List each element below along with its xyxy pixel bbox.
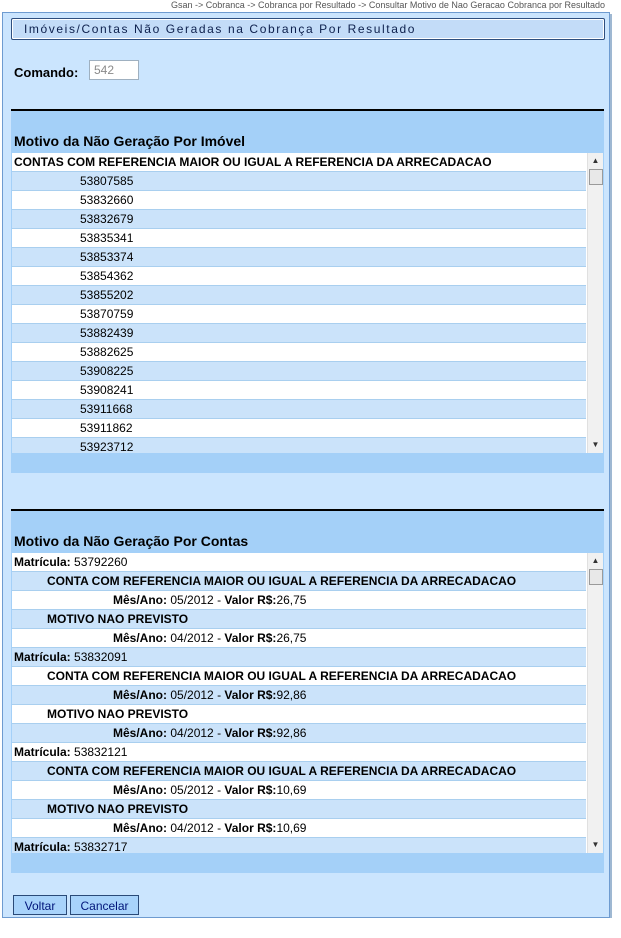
matricula-row (12, 648, 586, 667)
valor-label: Valor R$: (224, 593, 277, 607)
imovel-list-item: 53870759 (12, 305, 586, 324)
imovel-list-item: 53911668 (12, 400, 586, 419)
imovel-list-item: 53882439 (12, 324, 586, 343)
imovel-list[interactable] (12, 153, 603, 453)
scroll-up-icon[interactable]: ▲ (591, 556, 600, 565)
motivo-text: MOTIVO NAO PREVISTO (47, 612, 189, 626)
valor-value: 10,69 (276, 821, 307, 835)
comando-label: Comando: (14, 65, 79, 80)
scroll-down-icon[interactable]: ▼ (591, 840, 600, 849)
imovel-list-item: 53853374 (12, 248, 586, 267)
voltar-button[interactable]: Voltar (13, 895, 67, 915)
matricula-row (12, 838, 586, 853)
conta-row: Mês/Ano: 05/2012 - Valor R$:10,69 (12, 781, 586, 800)
mes-ano-value: 04/2012 (170, 821, 214, 835)
page-title: Imóveis/Contas Não Geradas na Cobrança Por Resultado (24, 22, 417, 36)
valor-label: Valor R$: (224, 821, 277, 835)
mes-ano-value: 05/2012 (170, 783, 214, 797)
motivo-text: CONTA COM REFERENCIA MAIOR OU IGUAL A REFERENCIA DA ARRECADACAO (47, 764, 517, 778)
matricula-row (12, 553, 586, 572)
imovel-list-item: 53911862 (12, 419, 586, 438)
mes-ano-value: 05/2012 (170, 688, 214, 702)
imovel-list-item: 53832660 (12, 191, 586, 210)
scroll-thumb[interactable] (589, 569, 603, 585)
imovel-list-item: 53923712 (12, 438, 586, 453)
imovel-list-item: 53854362 (12, 267, 586, 286)
conta-row: Mês/Ano: 05/2012 - Valor R$:26,75 (12, 591, 586, 610)
breadcrumb: Gsan -> Cobranca -> Cobranca por Resultado -> Consultar Motivo de Nao Geracao Cobranca por Resultado (171, 0, 605, 10)
mes-ano-label: Mês/Ano: (113, 593, 167, 607)
motivo-text: MOTIVO NAO PREVISTO (47, 802, 189, 816)
matricula-value: 53792260 (74, 555, 128, 569)
valor-value: 10,69 (276, 783, 307, 797)
imovel-list-item: 53832679 (12, 210, 586, 229)
mes-ano-label: Mês/Ano: (113, 783, 167, 797)
imovel-list-item: 53908225 (12, 362, 586, 381)
imovel-motivo-header: CONTAS COM REFERENCIA MAIOR OU IGUAL A REFERENCIA DA ARRECADACAO (12, 153, 586, 172)
imovel-scrollbar[interactable] (587, 153, 603, 453)
mes-ano-label: Mês/Ano: (113, 631, 167, 645)
imovel-list-item: 53835341 (12, 229, 586, 248)
matricula-row (12, 743, 586, 762)
motivo-text: MOTIVO NAO PREVISTO (47, 707, 189, 721)
valor-label: Valor R$: (224, 631, 277, 645)
comando-input[interactable] (89, 60, 139, 80)
mes-ano-value: 04/2012 (170, 726, 214, 740)
motivo-row (12, 762, 586, 781)
imovel-list-item: 53807585 (12, 172, 586, 191)
title-bar (11, 18, 605, 40)
matricula-value: 53832121 (74, 745, 128, 759)
valor-label: Valor R$: (224, 726, 277, 740)
conta-row: Mês/Ano: 04/2012 - Valor R$:26,75 (12, 629, 586, 648)
motivo-row (12, 800, 586, 819)
valor-label: Valor R$: (224, 688, 277, 702)
imovel-list-item: 53855202 (12, 286, 586, 305)
main-panel (2, 12, 610, 918)
valor-value: 92,86 (276, 688, 307, 702)
cancelar-button[interactable]: Cancelar (70, 895, 139, 915)
motivo-text: CONTA COM REFERENCIA MAIOR OU IGUAL A REFERENCIA DA ARRECADACAO (47, 669, 517, 683)
matricula-label: Matrícula: (14, 650, 71, 664)
mes-ano-value: 04/2012 (170, 631, 214, 645)
imovel-list-item: 53882625 (12, 343, 586, 362)
matricula-label: Matrícula: (14, 555, 71, 569)
matricula-label: Matrícula: (14, 840, 71, 853)
motivo-text: CONTA COM REFERENCIA MAIOR OU IGUAL A REFERENCIA DA ARRECADACAO (47, 574, 517, 588)
contas-list-content (12, 553, 586, 853)
mes-ano-label: Mês/Ano: (113, 688, 167, 702)
imovel-list-content (12, 153, 586, 453)
valor-label: Valor R$: (224, 783, 277, 797)
motivo-row (12, 667, 586, 686)
motivo-row (12, 572, 586, 591)
conta-row: Mês/Ano: 04/2012 - Valor R$:10,69 (12, 819, 586, 838)
conta-row: Mês/Ano: 05/2012 - Valor R$:92,86 (12, 686, 586, 705)
mes-ano-label: Mês/Ano: (113, 726, 167, 740)
contas-scrollbar[interactable] (587, 553, 603, 853)
mes-ano-label: Mês/Ano: (113, 821, 167, 835)
imovel-list-item: 53908241 (12, 381, 586, 400)
conta-row: Mês/Ano: 04/2012 - Valor R$:92,86 (12, 724, 586, 743)
scroll-thumb[interactable] (589, 169, 603, 185)
contas-list[interactable] (12, 553, 603, 853)
motivo-row (12, 705, 586, 724)
scroll-up-icon[interactable]: ▲ (591, 156, 600, 165)
matricula-value: 53832091 (74, 650, 128, 664)
scroll-down-icon[interactable]: ▼ (591, 440, 600, 449)
valor-value: 26,75 (276, 631, 307, 645)
matricula-value: 53832717 (74, 840, 128, 853)
valor-value: 92,86 (276, 726, 307, 740)
matricula-label: Matrícula: (14, 745, 71, 759)
valor-value: 26,75 (276, 593, 307, 607)
contas-section-title: Motivo da Não Geração Por Contas (14, 533, 249, 549)
motivo-row (12, 610, 586, 629)
imovel-section-title: Motivo da Não Geração Por Imóvel (14, 133, 246, 149)
mes-ano-value: 05/2012 (170, 593, 214, 607)
